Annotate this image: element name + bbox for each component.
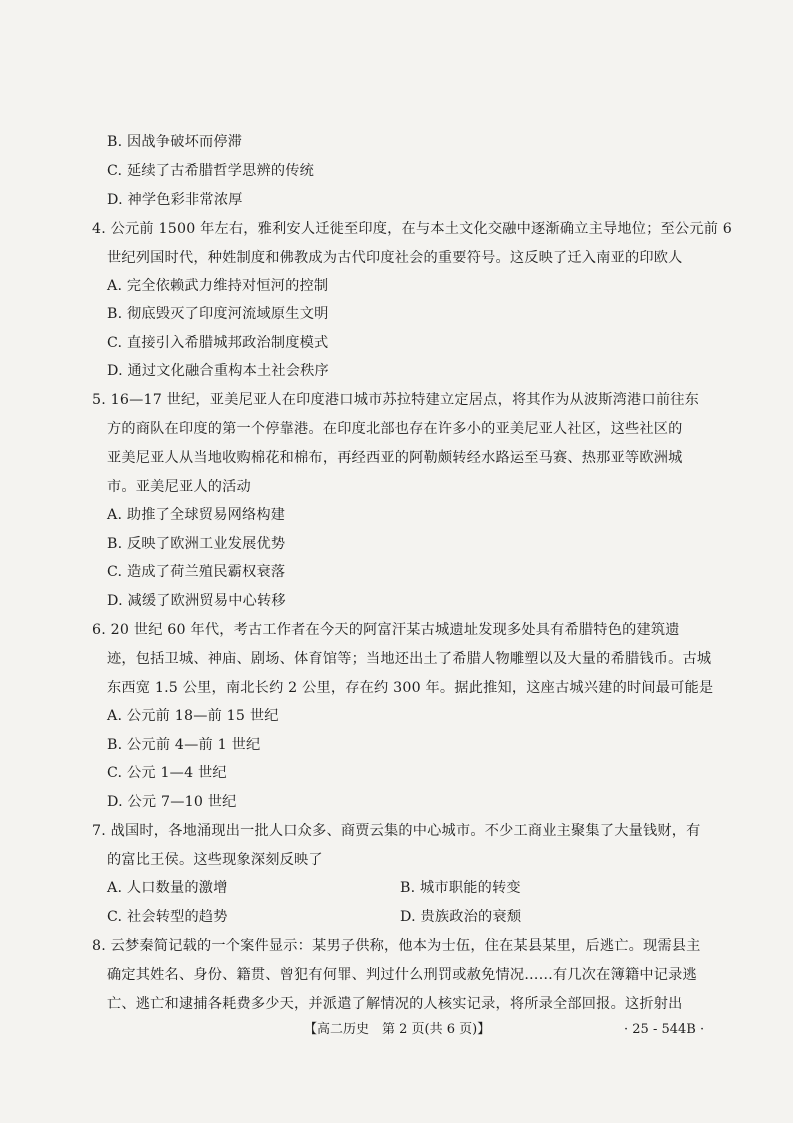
- q8-stem-line-1: 8. 云梦秦简记载的一个案件显示：某男子供称，他本为士伍，住在某县某里，后逃亡。现需县主: [92, 938, 701, 954]
- q8-stem-line-2: 确定其姓名、身份、籍贯、曾犯有何罪、判过什么刑罚或赦免情况……有几次在簿籍中记录逃: [107, 967, 697, 983]
- q6-option-c: C. 公元 1—4 世纪: [107, 765, 227, 781]
- q4-option-d: D. 通过文化融合重构本土社会秩序: [107, 363, 329, 379]
- q6-stem-line-1: 6. 20 世纪 60 年代，考古工作者在今天的阿富汗某古城遗址发现多处具有希腊特色的建筑遗: [92, 622, 680, 638]
- q7-option-c: C. 社会转型的趋势: [107, 909, 228, 925]
- q5-stem-line-4: 市。亚美尼亚人的活动: [107, 479, 251, 495]
- q7-stem-line-1: 7. 战国时，各地涌现出一批人口众多、商贾云集的中心城市。不少工商业主聚集了大量钱财，有: [92, 823, 701, 839]
- page-footer-title: 【高二历史 第 2 页(共 6 页)】: [304, 1022, 491, 1037]
- q6-option-d: D. 公元 7—10 世纪: [107, 794, 237, 810]
- q6-stem-line-2: 迹，包括卫城、神庙、剧场、体育馆等；当地还出土了希腊人物雕塑以及大量的希腊钱币。古城: [107, 651, 712, 667]
- q6-option-b: B. 公元前 4—前 1 世纪: [107, 737, 261, 753]
- q7-option-a: A. 人口数量的激增: [107, 880, 228, 896]
- q7-option-b: B. 城市职能的转变: [400, 880, 521, 896]
- q4-option-a: A. 完全依赖武力维持对恒河的控制: [107, 278, 329, 294]
- q5-option-c: C. 造成了荷兰殖民霸权衰落: [107, 564, 286, 580]
- q8-stem-line-3: 亡、逃亡和逮捕各耗费多少天，并派遣了解情况的人核实记录，将所录全部回报。这折射出: [107, 996, 683, 1012]
- page-footer-code: · 25 - 544B ·: [624, 1022, 705, 1037]
- q5-option-b: B. 反映了欧洲工业发展优势: [107, 536, 286, 552]
- q4-stem-line-2: 世纪列国时代，种姓制度和佛教成为古代印度社会的重要符号。这反映了迁入南亚的印欧人: [107, 250, 683, 266]
- q5-stem-line-3: 亚美尼亚人从当地收购棉花和棉布，再经西亚的阿勒颇转经水路运至马赛、热那亚等欧洲城: [107, 450, 683, 466]
- q4-option-b: B. 彻底毁灭了印度河流域原生文明: [107, 306, 329, 322]
- q6-option-a: A. 公元前 18—前 15 世纪: [107, 708, 279, 724]
- q5-stem-line-1: 5. 16—17 世纪，亚美尼亚人在印度港口城市苏拉特建立定居点，将其作为从波斯湾港口前往东: [92, 392, 699, 408]
- q6-stem-line-3: 东西宽 1.5 公里，南北长约 2 公里，存在约 300 年。据此推知，这座古城兴建的时间最可能是: [107, 680, 714, 696]
- q4-stem-line-1: 4. 公元前 1500 年左右，雅利安人迁徙至印度，在与本土文化交融中逐渐确立主导地位；至公元前 6: [92, 221, 733, 237]
- q7-option-d: D. 贵族政治的衰颓: [400, 909, 522, 925]
- q3-option-b: B. 因战争破坏而停滞: [107, 134, 243, 150]
- q3-option-d: D. 神学色彩非常浓厚: [107, 192, 243, 208]
- q4-option-c: C. 直接引入希腊城邦政治制度模式: [107, 335, 329, 351]
- q7-stem-line-2: 的富比王侯。这些现象深刻反映了: [107, 852, 323, 868]
- q5-stem-line-2: 方的商队在印度的第一个停靠港。在印度北部也存在许多小的亚美尼亚人社区，这些社区的: [107, 421, 683, 437]
- q5-option-a: A. 助推了全球贸易网络构建: [107, 507, 286, 523]
- q5-option-d: D. 减缓了欧洲贸易中心转移: [107, 593, 286, 609]
- q3-option-c: C. 延续了古希腊哲学思辨的传统: [107, 163, 315, 179]
